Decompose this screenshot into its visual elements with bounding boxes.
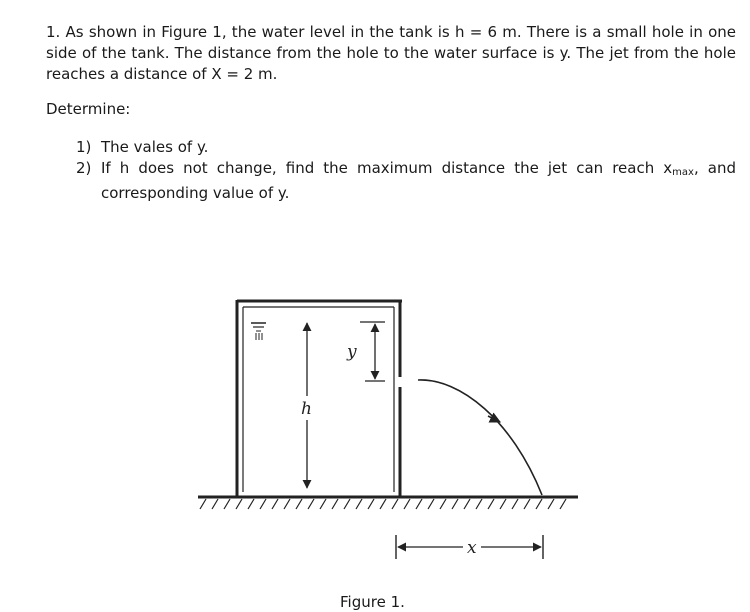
determine-label: Determine:	[46, 100, 131, 118]
figure-caption: Figure 1.	[340, 593, 405, 611]
h-label: h	[301, 399, 312, 419]
question-number: 2)	[76, 159, 92, 177]
question-subscript: max	[672, 167, 694, 178]
problem-statement: 1. As shown in Figure 1, the water level in the tank is h = 6 m. There is a small hole in one side of the tank. The distance from the hole to the water surface is y. The jet from the hole reaches a distance of X = 2 m.	[46, 23, 736, 83]
question-text-end: , and corresponding value of y.	[101, 159, 736, 202]
water-surface-symbol	[251, 323, 266, 340]
ground	[198, 497, 578, 509]
x-label: x	[467, 538, 477, 558]
y-dimension-arrow	[360, 322, 385, 381]
question-number: 1)	[76, 138, 92, 156]
water-jet	[418, 380, 542, 495]
question-text: If h does not change, find the maximum distance the jet can reach x	[101, 159, 673, 177]
question-text: The vales of y.	[101, 138, 209, 156]
tank	[237, 300, 402, 497]
y-label: y	[347, 342, 357, 362]
